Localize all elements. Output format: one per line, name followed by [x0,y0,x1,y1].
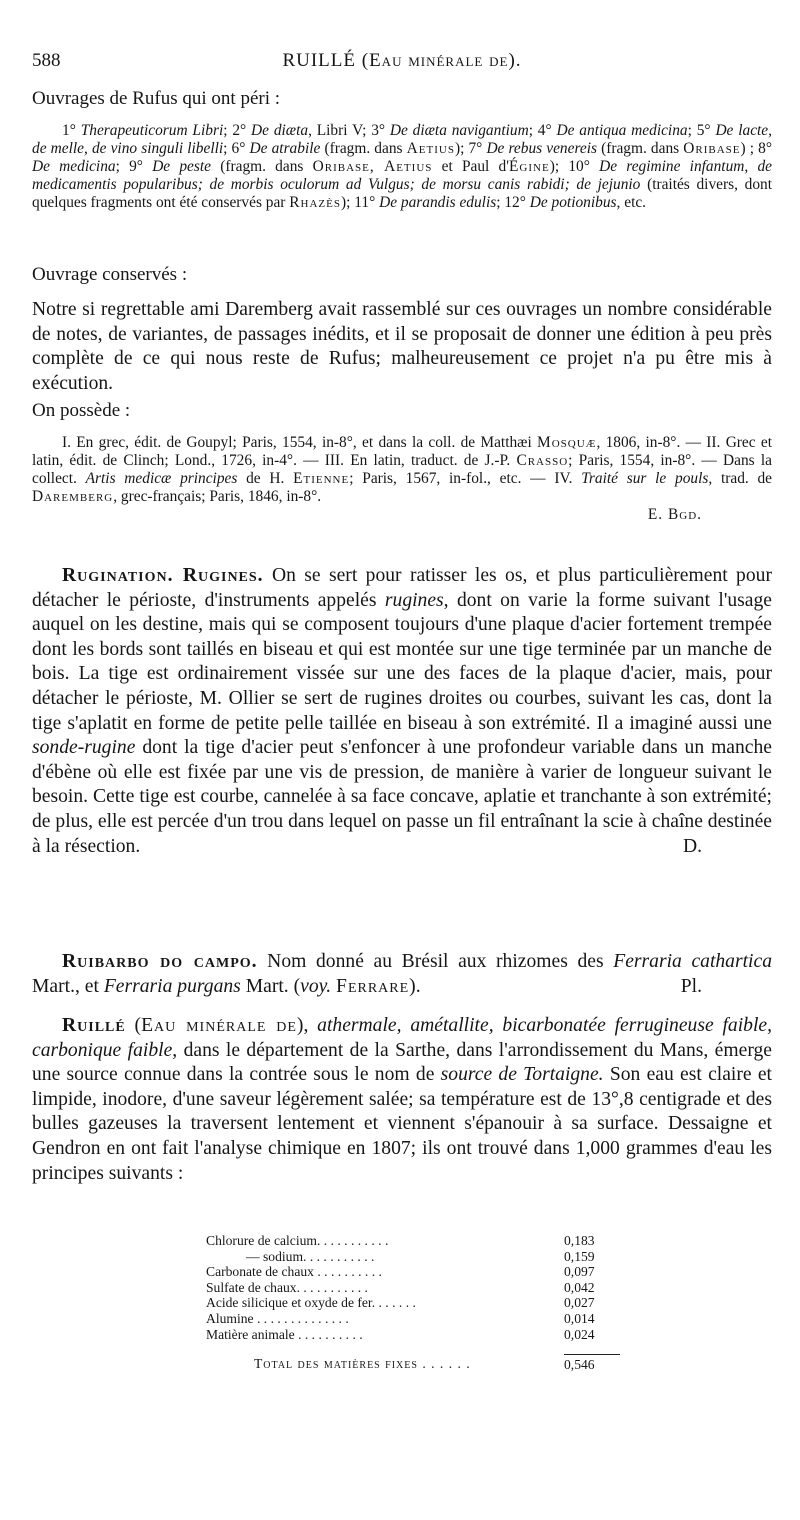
entry-ruibarbo: Ruibarbo do campo. Nom donné au Brésil aux rhizomes des Ferraria cathartica Mart., et Ferraria purgans Mart. (voy. Ferrare). Pl. [32,950,772,999]
substance-name: Matière animale . . . . . . . . . . [206,1326,363,1342]
kept-works-heading: Ouvrage conservés : [32,264,188,285]
composition-row [206,1327,620,1343]
substance-name: Alumine . . . . . . . . . . . . . . [206,1310,349,1326]
entry-ruille: Ruillé (Eau minérale de), athermale, amétallite, bicarbonatée ferrugineuse faible, carbonique faible, dans le département de la Sarthe, dans l'arrondissement du Mans, émerge une source connue dans la contrée sous le nom de source de Tortaigne. Son eau est claire et limpide, inodore, d'une saveur légèrement salée; sa température est de 13°,8 centigrade et des bulles gazeuses la traversent lentement et viennent s'épanouir à sa surface. Dessaigne et Gendron en ont fait l'analyse chimique en 1807; ils ont trouvé dans 1,000 grammes d'eau les principes suivants : [32,1015,772,1184]
substance-name: — sodium. . . . . . . . . . . [246,1248,375,1264]
total-value: 0,546 [564,1354,620,1373]
substance-value: 0,159 [564,1248,595,1264]
running-title-main: RUILLÉ [282,50,356,71]
running-title-sub: (Eau minérale de). [361,50,522,71]
substance-name: Sulfate de chaux. . . . . . . . . . . [206,1279,368,1295]
composition-row [206,1280,620,1296]
composition-total-row [206,1342,620,1373]
composition-row [206,1311,620,1327]
composition-row [206,1249,620,1265]
substance-name: Acide silicique et oxyde de fer. . . . . . . [206,1295,416,1311]
substance-value: 0,024 [564,1326,595,1342]
entry-rugination: Rugination. Rugines. On se sert pour ratisser les os, et plus particulièrement pour détacher le périoste, d'instruments appelés rugines, dont on varie la forme suivant l'usage auquel on les destine, mais qui se composent toujours d'une plaque d'acier fortement trempée dont les bords sont taillés en biseau et qui est montée sur une tige terminée par un manche de bois. La tige est ordinairement vissée sur une des faces de la plaque d'acier, mais, pour détacher le périoste, M. Ollier se sert de rugines droites ou courbes, suivant les cas, dont la tige s'aplatit en forme de petite pelle taillée en biseau à son extrémité. Il a imaginé aussi une sonde-rugine dont la tige d'acier peut s'enfoncer à une profondeur variable dans un manche d'ébène où elle est fixée par une vis de pression, de manière à varier de longueur suivant le besoin. Cette tige est courbe, cannelée à sa face concave, aplatie et tranchante à son extrémité; de plus, elle est percée d'un trou dans lequel on passe un fil entraînant la scie à chaîne destinée à la résection. D. [32,564,772,859]
entry-headword-ruibarbo: Ruibarbo do campo. [62,951,258,972]
substance-value: 0,042 [564,1279,595,1295]
running-title [32,50,772,72]
substance-value: 0,027 [564,1295,595,1311]
composition-row [206,1233,620,1249]
substance-value: 0,097 [564,1264,595,1280]
signature-ebgd: E. Bgd. [647,506,702,523]
kept-works-paragraph: Notre si regrettable ami Daremberg avait rassemblé sur ces ouvrages un nombre considérable de notes, de variantes, de passages inédits, et il se proposait de donner une édition à peu près complète de ce qui nous reste de Rufus; malheureusement ce projet n'a pu être mis à exécution. [32,299,772,394]
signature-pl: Pl. [680,975,702,997]
substance-name: Carbonate de chaux . . . . . . . . . . [206,1264,382,1280]
mineral-composition-table [206,1233,620,1373]
editions-list: I. En grec, édit. de Goupyl; Paris, 1554, in-8°, et dans la coll. de Matthæi Mosquæ, 1806, in-8°. — II. Grec et latin, édit. de Clinch; Lond., 1726, in-4°. — III. En latin, traduct. de J.-P. Crasso; Paris, 1554, in-8°. — Dans la collect. Artis medicæ principes de H. Etienne; Paris, 1567, in-fol., etc. — IV. Traité sur le pouls, trad. de Daremberg, grec-français; Paris, 1846, in-8°. E. Bgd. [32,434,773,523]
substance-value: 0,014 [564,1310,595,1326]
substance-name: Chlorure de calcium. . . . . . . . . . . [206,1233,389,1248]
signature-d: D. [682,835,702,857]
composition-row [206,1295,620,1311]
lost-works-heading: Ouvrages de Rufus qui ont péri : [32,88,281,109]
composition-row [206,1264,620,1280]
editions-heading: On possède : [32,400,131,421]
total-label: Total des matières fixes . . . . . . [254,1355,471,1371]
substance-value: 0,183 [564,1233,595,1248]
page-number: 588 [32,50,61,71]
running-header [32,50,772,80]
entry-headword-ruille: Ruillé [62,1015,126,1036]
lost-works-list: 1° Therapeuticorum Libri; 2° De diæta, Libri V; 3° De diæta navigantium; 4° De antiqua medicina; 5° De lacte, de melle, de vino singuli libelli; 6° De atrabile (fragm. dans Aetius); 7° De rebus venereis (fragm. dans Oribase) ; 8° De medicina; 9° De peste (fragm. dans Oribase, Aetius et Paul d'Égine); 10° De regimine infantum, de medicamentis popularibus; de morbis oculorum ad Vulgus; de morsu canis rabidi; de jejunio (traités divers, dont quelques fragments ont été conservés par Rhazès); 11° De parandis edulis; 12° De potionibus, etc. [32,122,773,211]
entry-headword-rugination: Rugination. Rugines. [62,565,264,586]
